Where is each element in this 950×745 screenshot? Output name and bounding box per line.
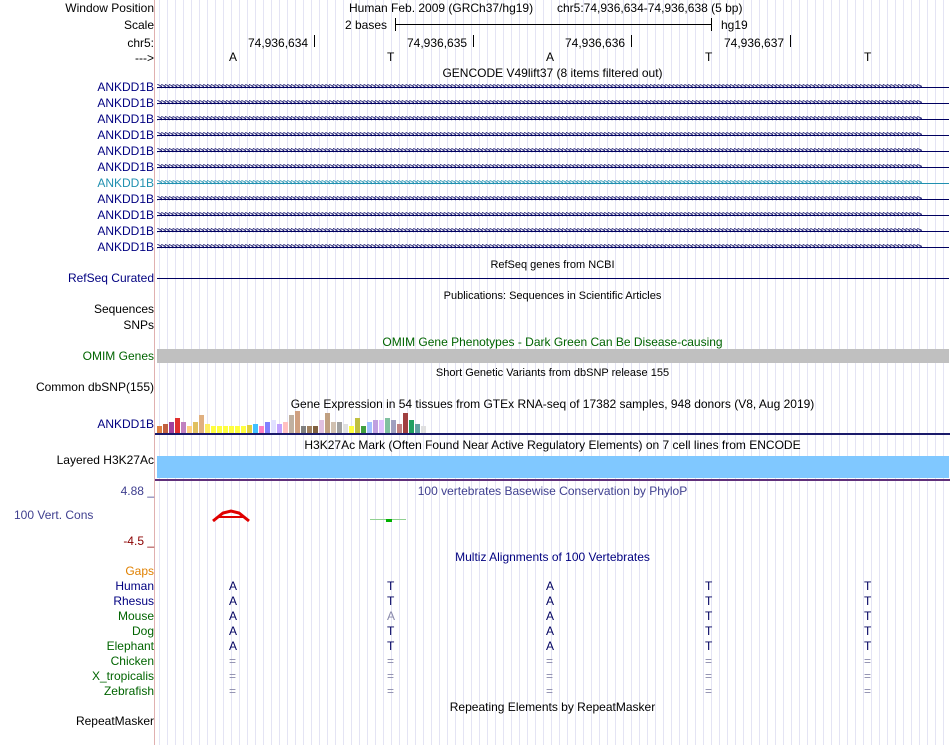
gtex-tissue-bar[interactable]: [235, 426, 240, 433]
repeatmasker-label[interactable]: RepeatMasker: [75, 714, 154, 728]
aligned-base: T: [864, 639, 872, 653]
gaps-label: Gaps: [125, 564, 154, 578]
aligned-base: A: [229, 609, 238, 623]
gencode-gene-label[interactable]: ANKDD1B: [97, 176, 154, 190]
publications-track-title[interactable]: Publications: Sequences in Scientific Articles: [443, 290, 662, 302]
refseq-track-title[interactable]: RefSeq genes from NCBI: [490, 259, 615, 271]
gencode-strand-arrows: >>>>>>>>>>>>>>>>>>>>>>>>>>>>>>>>>>>>>>>>>>>>>>>>>>>>>>>>>>>>>>>>>>>>>>>>>>>>>>>>>>>>>>>>>>>>>>>>>>>>>>>>>>>>>>>>>>>>>>>>>>>>>>>>>>>>>>>>>>>>>>>>>>>>>>>>>>>>>>>>>>>>>>>>>>>>>>>>>>>>>>>>>>>>>>>>>>>>>>>>: [157, 163, 921, 172]
h3k27ac-track-title[interactable]: H3K27Ac Mark (Often Found Near Active Regulatory Elements) on 7 cell lines from ENCODE: [304, 438, 801, 452]
scale-text: 2 bases: [345, 18, 388, 32]
omim-track-title[interactable]: OMIM Gene Phenotypes - Dark Green Can Be Disease-causing: [382, 335, 723, 349]
gencode-strand-arrows: >>>>>>>>>>>>>>>>>>>>>>>>>>>>>>>>>>>>>>>>>>>>>>>>>>>>>>>>>>>>>>>>>>>>>>>>>>>>>>>>>>>>>>>>>>>>>>>>>>>>>>>>>>>>>>>>>>>>>>>>>>>>>>>>>>>>>>>>>>>>>>>>>>>>>>>>>>>>>>>>>>>>>>>>>>>>>>>>>>>>>>>>>>>>>>>>>>>>>>>>: [157, 131, 921, 140]
gencode-track-title[interactable]: GENCODE V49lift37 (8 items filtered out): [442, 66, 663, 80]
sequences-label[interactable]: Sequences: [93, 302, 154, 316]
gtex-tissue-bar[interactable]: [157, 426, 162, 433]
gencode-strand-arrows: >>>>>>>>>>>>>>>>>>>>>>>>>>>>>>>>>>>>>>>>>>>>>>>>>>>>>>>>>>>>>>>>>>>>>>>>>>>>>>>>>>>>>>>>>>>>>>>>>>>>>>>>>>>>>>>>>>>>>>>>>>>>>>>>>>>>>>>>>>>>>>>>>>>>>>>>>>>>>>>>>>>>>>>>>>>>>>>>>>>>>>>>>>>>>>>>>>>>>>>>: [157, 147, 921, 156]
gtex-tissue-bar[interactable]: [403, 413, 408, 433]
aligned-base: =: [387, 684, 395, 698]
aligned-base: =: [387, 654, 395, 668]
species-label[interactable]: X_tropicalis: [91, 669, 154, 683]
aligned-base: =: [705, 684, 713, 698]
species-label[interactable]: Zebrafish: [103, 684, 154, 698]
db-text: hg19: [721, 18, 748, 32]
gtex-tissue-bar[interactable]: [187, 426, 192, 433]
aligned-base: T: [864, 609, 872, 623]
aligned-base: =: [229, 669, 237, 683]
gtex-tissue-bar[interactable]: [307, 426, 312, 433]
gtex-tissue-bar[interactable]: [283, 422, 288, 433]
gtex-tissue-bar[interactable]: [217, 426, 222, 433]
snps-label[interactable]: SNPs: [123, 318, 154, 332]
aligned-base: T: [387, 639, 395, 653]
coord-tick: [473, 35, 474, 47]
gtex-tissue-bar[interactable]: [409, 420, 414, 433]
coord-label: 74,936,634: [248, 36, 309, 50]
gtex-tissue-bar[interactable]: [349, 426, 354, 433]
gtex-tissue-bar[interactable]: [331, 422, 336, 433]
aligned-base: A: [546, 579, 555, 593]
coord-label: 74,936,637: [724, 36, 785, 50]
gtex-gene-label[interactable]: ANKDD1B: [97, 417, 154, 431]
gtex-tissue-bar[interactable]: [277, 424, 282, 433]
gtex-tissue-bar[interactable]: [223, 426, 228, 433]
aligned-base: A: [387, 609, 396, 623]
aligned-base: T: [705, 639, 713, 653]
species-label[interactable]: Dog: [131, 624, 154, 638]
aligned-base: T: [864, 624, 872, 638]
gtex-tissue-bar[interactable]: [355, 418, 360, 433]
gencode-gene-label[interactable]: ANKDD1B: [97, 128, 154, 142]
gtex-tissue-bar[interactable]: [247, 425, 252, 433]
gtex-tissue-bar[interactable]: [169, 422, 174, 433]
species-label[interactable]: Mouse: [117, 609, 154, 623]
aligned-base: T: [705, 609, 713, 623]
aligned-base: T: [864, 579, 872, 593]
repeatmasker-track-title[interactable]: Repeating Elements by RepeatMasker: [449, 700, 656, 714]
aligned-base: T: [864, 594, 872, 608]
dbsnp-track-title[interactable]: Short Genetic Variants from dbSNP release 155: [435, 367, 670, 379]
aligned-base: A: [229, 639, 238, 653]
gencode-gene-label[interactable]: ANKDD1B: [97, 80, 154, 94]
species-label[interactable]: Chicken: [110, 654, 154, 668]
coord-label: 74,936,635: [407, 36, 468, 50]
coord-label: 74,936,636: [565, 36, 626, 50]
cons-min-label: -4.5 _: [123, 534, 154, 548]
h3k27ac-baseline: [155, 479, 950, 481]
aligned-base: =: [864, 654, 872, 668]
gencode-strand-arrows: >>>>>>>>>>>>>>>>>>>>>>>>>>>>>>>>>>>>>>>>>>>>>>>>>>>>>>>>>>>>>>>>>>>>>>>>>>>>>>>>>>>>>>>>>>>>>>>>>>>>>>>>>>>>>>>>>>>>>>>>>>>>>>>>>>>>>>>>>>>>>>>>>>>>>>>>>>>>>>>>>>>>>>>>>>>>>>>>>>>>>>>>>>>>>>>>>>>>>>>>: [157, 83, 921, 92]
chromosome-label: chr5:: [127, 36, 154, 50]
gtex-tissue-bar[interactable]: [229, 426, 234, 433]
aligned-base: =: [864, 684, 872, 698]
gtex-tissue-bar[interactable]: [295, 411, 300, 433]
gtex-track-title[interactable]: Gene Expression in 54 tissues from GTEx RNA-seq of 17382 samples, 948 donors (V8, Aug 2019): [290, 397, 815, 411]
gtex-tissue-bar[interactable]: [259, 426, 264, 433]
gtex-tissue-bar[interactable]: [241, 426, 246, 433]
aligned-base: A: [546, 639, 555, 653]
multiz-track-title[interactable]: Multiz Alignments of 100 Vertebrates: [455, 550, 650, 564]
gtex-tissue-bar[interactable]: [289, 415, 294, 433]
species-label[interactable]: Elephant: [106, 639, 154, 653]
gtex-tissue-bar[interactable]: [211, 426, 216, 433]
gencode-gene-label[interactable]: ANKDD1B: [97, 96, 154, 110]
gencode-strand-arrows: >>>>>>>>>>>>>>>>>>>>>>>>>>>>>>>>>>>>>>>>>>>>>>>>>>>>>>>>>>>>>>>>>>>>>>>>>>>>>>>>>>>>>>>>>>>>>>>>>>>>>>>>>>>>>>>>>>>>>>>>>>>>>>>>>>>>>>>>>>>>>>>>>>>>>>>>>>>>>>>>>>>>>>>>>>>>>>>>>>>>>>>>>>>>>>>>>>>>>>>>: [157, 195, 921, 204]
aligned-base: =: [546, 654, 554, 668]
ref-base: A: [546, 50, 555, 64]
aligned-base: =: [546, 669, 554, 683]
dbsnp-label[interactable]: Common dbSNP(155): [35, 380, 154, 394]
assembly-text: Human Feb. 2009 (GRCh37/hg19): [349, 1, 534, 15]
aligned-base: A: [229, 579, 238, 593]
gtex-tissue-bar[interactable]: [361, 426, 366, 433]
gtex-tissue-bar[interactable]: [391, 420, 396, 433]
conservation-low-mark: [386, 519, 392, 522]
gencode-strand-arrows: >>>>>>>>>>>>>>>>>>>>>>>>>>>>>>>>>>>>>>>>>>>>>>>>>>>>>>>>>>>>>>>>>>>>>>>>>>>>>>>>>>>>>>>>>>>>>>>>>>>>>>>>>>>>>>>>>>>>>>>>>>>>>>>>>>>>>>>>>>>>>>>>>>>>>>>>>>>>>>>>>>>>>>>>>>>>>>>>>>>>>>>>>>>>>>>>>>>>>>>>: [157, 243, 921, 252]
species-label[interactable]: Human: [115, 579, 154, 593]
h3k27ac-signal[interactable]: [157, 456, 949, 478]
gtex-tissue-bar[interactable]: [319, 420, 324, 433]
gtex-tissue-bar[interactable]: [271, 420, 276, 433]
gtex-tissue-bar[interactable]: [163, 424, 168, 433]
aligned-base: =: [229, 684, 237, 698]
gtex-tissue-bar[interactable]: [373, 420, 378, 433]
aligned-base: =: [387, 669, 395, 683]
gencode-gene-label[interactable]: ANKDD1B: [97, 144, 154, 158]
gencode-strand-arrows: >>>>>>>>>>>>>>>>>>>>>>>>>>>>>>>>>>>>>>>>>>>>>>>>>>>>>>>>>>>>>>>>>>>>>>>>>>>>>>>>>>>>>>>>>>>>>>>>>>>>>>>>>>>>>>>>>>>>>>>>>>>>>>>>>>>>>>>>>>>>>>>>>>>>>>>>>>>>>>>>>>>>>>>>>>>>>>>>>>>>>>>>>>>>>>>>>>>>>>>>: [157, 227, 921, 236]
coord-tick: [790, 35, 791, 47]
species-label[interactable]: Rhesus: [113, 594, 154, 608]
gencode-gene-label[interactable]: ANKDD1B: [97, 192, 154, 206]
omim-label[interactable]: OMIM Genes: [82, 349, 154, 363]
gtex-tissue-bar[interactable]: [265, 422, 270, 433]
cons-max-label: 4.88 _: [120, 484, 154, 498]
aligned-base: =: [229, 654, 237, 668]
ref-base: T: [864, 50, 872, 64]
aligned-base: =: [705, 654, 713, 668]
gencode-gene-label[interactable]: ANKDD1B: [97, 112, 154, 126]
gtex-tissue-bar[interactable]: [253, 424, 258, 433]
gencode-strand-arrows: >>>>>>>>>>>>>>>>>>>>>>>>>>>>>>>>>>>>>>>>>>>>>>>>>>>>>>>>>>>>>>>>>>>>>>>>>>>>>>>>>>>>>>>>>>>>>>>>>>>>>>>>>>>>>>>>>>>>>>>>>>>>>>>>>>>>>>>>>>>>>>>>>>>>>>>>>>>>>>>>>>>>>>>>>>>>>>>>>>>>>>>>>>>>>>>>>>>>>>>>: [157, 115, 921, 124]
aligned-base: =: [864, 669, 872, 683]
gtex-baseline: [155, 433, 950, 435]
ref-base: A: [229, 50, 238, 64]
aligned-base: A: [546, 594, 555, 608]
window-position-label: Window Position: [65, 1, 154, 15]
gtex-tissue-bar[interactable]: [421, 426, 426, 433]
gencode-strand-arrows: >>>>>>>>>>>>>>>>>>>>>>>>>>>>>>>>>>>>>>>>>>>>>>>>>>>>>>>>>>>>>>>>>>>>>>>>>>>>>>>>>>>>>>>>>>>>>>>>>>>>>>>>>>>>>>>>>>>>>>>>>>>>>>>>>>>>>>>>>>>>>>>>>>>>>>>>>>>>>>>>>>>>>>>>>>>>>>>>>>>>>>>>>>>>>>>>>>>>>>>>: [157, 179, 921, 188]
gencode-gene-label[interactable]: ANKDD1B: [97, 160, 154, 174]
conservation-label[interactable]: 100 Vert. Cons: [14, 508, 94, 522]
aligned-base: T: [705, 594, 713, 608]
ref-base: T: [705, 50, 713, 64]
gtex-tissue-bar[interactable]: [379, 420, 384, 433]
gencode-strand-arrows: >>>>>>>>>>>>>>>>>>>>>>>>>>>>>>>>>>>>>>>>>>>>>>>>>>>>>>>>>>>>>>>>>>>>>>>>>>>>>>>>>>>>>>>>>>>>>>>>>>>>>>>>>>>>>>>>>>>>>>>>>>>>>>>>>>>>>>>>>>>>>>>>>>>>>>>>>>>>>>>>>>>>>>>>>>>>>>>>>>>>>>>>>>>>>>>>>>>>>>>>: [157, 211, 921, 220]
gtex-tissue-bar[interactable]: [175, 418, 180, 433]
aligned-base: A: [546, 624, 555, 638]
aligned-base: T: [705, 579, 713, 593]
h3k27ac-label[interactable]: Layered H3K27Ac: [56, 453, 154, 467]
aligned-base: =: [546, 684, 554, 698]
aligned-base: T: [387, 579, 395, 593]
gtex-tissue-bar[interactable]: [199, 415, 204, 433]
conservation-track-title[interactable]: 100 vertebrates Basewise Conservation by PhyloP: [417, 484, 688, 498]
gtex-tissue-bar[interactable]: [301, 426, 306, 433]
coord-tick: [314, 35, 315, 47]
aligned-base: A: [546, 609, 555, 623]
aligned-base: T: [387, 594, 395, 608]
gtex-tissue-bar[interactable]: [313, 426, 318, 433]
gtex-tissue-bar[interactable]: [415, 424, 420, 433]
aligned-base: A: [229, 594, 238, 608]
gtex-tissue-bar[interactable]: [181, 422, 186, 433]
gtex-tissue-bar[interactable]: [205, 424, 210, 433]
gencode-gene-label[interactable]: ANKDD1B: [97, 224, 154, 238]
gtex-tissue-bar[interactable]: [367, 422, 372, 433]
gtex-tissue-bar[interactable]: [193, 422, 198, 433]
gtex-tissue-bar[interactable]: [325, 413, 330, 433]
position-text[interactable]: chr5:74,936,634-74,936,638 (5 bp): [557, 1, 743, 15]
refseq-gene-line[interactable]: [157, 278, 949, 279]
gtex-tissue-bar[interactable]: [385, 418, 390, 433]
coord-tick: [631, 35, 632, 47]
aligned-base: T: [387, 624, 395, 638]
scale-label: Scale: [123, 18, 154, 32]
refseq-label[interactable]: RefSeq Curated: [67, 271, 154, 285]
aligned-base: T: [705, 624, 713, 638]
gtex-tissue-bar[interactable]: [337, 422, 342, 433]
gencode-strand-arrows: >>>>>>>>>>>>>>>>>>>>>>>>>>>>>>>>>>>>>>>>>>>>>>>>>>>>>>>>>>>>>>>>>>>>>>>>>>>>>>>>>>>>>>>>>>>>>>>>>>>>>>>>>>>>>>>>>>>>>>>>>>>>>>>>>>>>>>>>>>>>>>>>>>>>>>>>>>>>>>>>>>>>>>>>>>>>>>>>>>>>>>>>>>>>>>>>>>>>>>>>: [157, 99, 921, 108]
conservation-peak[interactable]: [205, 505, 265, 525]
strand-label: --->: [135, 51, 154, 65]
gtex-tissue-bar[interactable]: [397, 424, 402, 433]
gencode-gene-label[interactable]: ANKDD1B: [97, 208, 154, 222]
gencode-gene-label[interactable]: ANKDD1B: [97, 240, 154, 254]
omim-feature-bar[interactable]: [157, 349, 949, 363]
gtex-tissue-bar[interactable]: [343, 424, 348, 433]
ref-base: T: [387, 50, 395, 64]
aligned-base: =: [705, 669, 713, 683]
aligned-base: A: [229, 624, 238, 638]
